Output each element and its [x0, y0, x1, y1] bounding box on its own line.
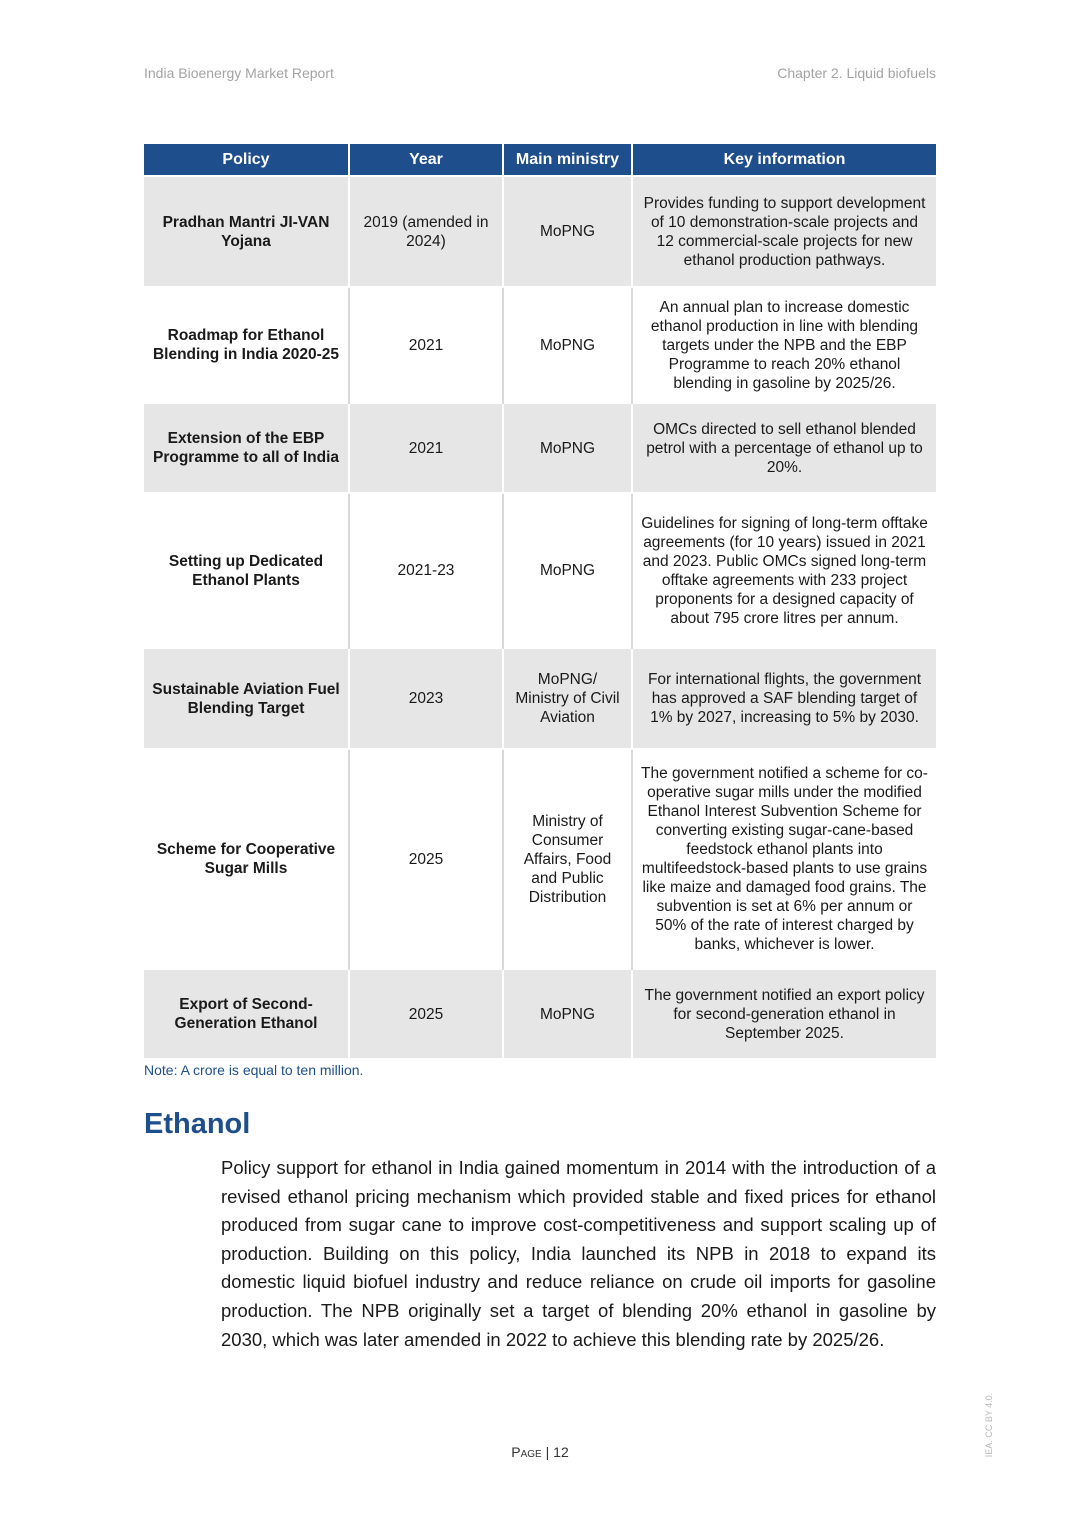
key-info-cell: The government notified a scheme for co-operative sugar mills under the modified Ethanol Interest Subvention Scheme for converting existing sugar-cane-based feedstock ethanol plants into multifeedstock-based plants to use grains like maize and damaged food grains. The subvention is set at 6% per annum or 50% of the rate of interest charged by banks, whichever is lower. [632, 749, 936, 969]
page-number: 12 [553, 1444, 569, 1460]
key-info-cell: The government notified an export policy for second-generation ethanol in September 2025. [632, 969, 936, 1058]
table-row [144, 403, 936, 493]
ministry-cell: MoPNG [503, 287, 632, 403]
table-row [144, 749, 936, 969]
running-header-title: India Bioenergy Market Report [144, 65, 334, 81]
ministry-cell: MoPNG [503, 969, 632, 1058]
year-cell: 2021-23 [349, 493, 503, 648]
year-cell: 2025 [349, 749, 503, 969]
column-header-key-information: Key information [632, 144, 936, 176]
page-separator: | [541, 1444, 554, 1460]
key-info-cell: An annual plan to increase domestic ethanol production in line with blending targets under the NPB and the EBP Programme to reach 20% ethanol blending in gasoline by 2025/26. [632, 287, 936, 403]
policy-cell: Scheme for Cooperative Sugar Mills [144, 749, 349, 969]
policy-cell: Sustainable Aviation Fuel Blending Target [144, 648, 349, 749]
page-footer [0, 1444, 1080, 1460]
year-cell: 2021 [349, 287, 503, 403]
table-row [144, 176, 936, 287]
policy-cell: Extension of the EBP Programme to all of India [144, 403, 349, 493]
table-header-row [144, 144, 936, 176]
key-info-cell: Guidelines for signing of long-term offtake agreements (for 10 years) issued in 2021 and 2023. Public OMCs signed long-term offtake agreements with 233 project proponents for a designed capacity of about 795 crore litres per annum. [632, 493, 936, 648]
column-header-year: Year [349, 144, 503, 176]
policy-cell: Export of Second-Generation Ethanol [144, 969, 349, 1058]
key-info-cell: OMCs directed to sell ethanol blended petrol with a percentage of ethanol up to 20%. [632, 403, 936, 493]
year-cell: 2021 [349, 403, 503, 493]
key-info-cell: Provides funding to support development of 10 demonstration-scale projects and 12 commercial-scale projects for new ethanol production pathways. [632, 176, 936, 287]
policy-cell: Roadmap for Ethanol Blending in India 2020-25 [144, 287, 349, 403]
table-row [144, 648, 936, 749]
year-cell: 2023 [349, 648, 503, 749]
table-note: Note: A crore is equal to ten million. [144, 1062, 364, 1078]
policy-cell: Pradhan Mantri JI-VAN Yojana [144, 176, 349, 287]
policy-cell: Setting up Dedicated Ethanol Plants [144, 493, 349, 648]
ministry-cell: MoPNG [503, 493, 632, 648]
year-cell: 2025 [349, 969, 503, 1058]
page-label: Page [511, 1444, 542, 1460]
section-title: Ethanol [144, 1108, 251, 1140]
body-paragraph: Policy support for ethanol in India gained momentum in 2014 with the introduction of a revised ethanol pricing mechanism which provided stable and fixed prices for ethanol produced from sugar cane to improve cost-competitiveness and support scaling up of production. Building on this policy, India launched its NPB in 2018 to expand its domestic liquid biofuel industry and reduce reliance on crude oil imports for gasoline production. The NPB originally set a target of blending 20% ethanol in gasoline by 2030, which was later amended in 2022 to achieve this blending rate by 2025/26. [221, 1157, 936, 1350]
ministry-cell: MoPNG/ Ministry of Civil Aviation [503, 648, 632, 749]
running-header-chapter: Chapter 2. Liquid biofuels [777, 65, 936, 81]
table-row [144, 287, 936, 403]
column-header-policy: Policy [144, 144, 349, 176]
year-cell: 2019 (amended in 2024) [349, 176, 503, 287]
policy-table [144, 144, 936, 1058]
key-info-cell: For international flights, the government has approved a SAF blending target of 1% by 2027, increasing to 5% by 2030. [632, 648, 936, 749]
column-header-ministry: Main ministry [503, 144, 632, 176]
table-row [144, 969, 936, 1058]
license-watermark: IEA. CC BY 4.0. [984, 1392, 994, 1458]
table-row [144, 493, 936, 648]
ministry-cell: MoPNG [503, 176, 632, 287]
ministry-cell: Ministry of Consumer Affairs, Food and Public Distribution [503, 749, 632, 969]
ministry-cell: MoPNG [503, 403, 632, 493]
